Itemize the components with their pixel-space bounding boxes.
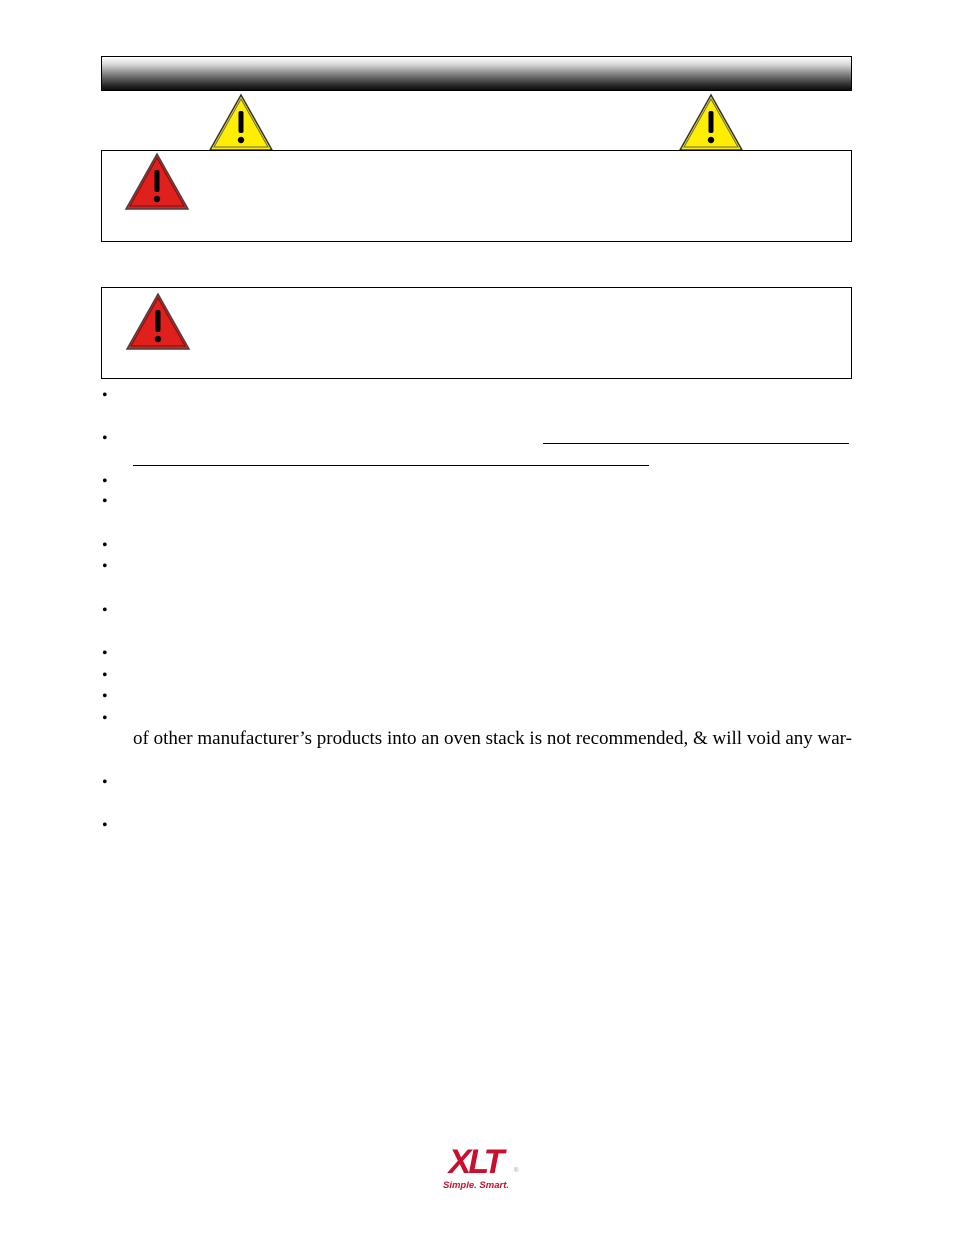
list-bullet: • [102,430,108,447]
list-bullet: • [102,537,108,554]
warning-box [101,150,852,242]
xlt-logo [422,1142,532,1192]
list-bullet: • [102,710,108,727]
list-bullet: • [102,602,108,619]
list-bullet: • [102,667,108,684]
list-bullet: • [102,774,108,791]
list-bullet: • [102,645,108,662]
svg-text:®: ® [514,1168,519,1174]
underline-rule [133,465,649,466]
body-text-line: of other manufacturer’s products into an oven stack is not recommended, & will void any war- [133,728,852,749]
warning-triangle-icon [125,292,191,351]
list-bullet: • [102,817,108,834]
caution-triangle-icon [678,93,744,151]
logo-brand-text: XLT [448,1143,502,1181]
list-bullet: • [102,493,108,510]
list-bullet: • [102,387,108,404]
section-header-bar [101,56,852,91]
list-bullet: • [102,558,108,575]
warning-box [101,287,852,379]
caution-triangle-icon [208,93,274,151]
list-bullet: • [102,688,108,705]
logo-tagline: Simple. Smart. [443,1180,509,1191]
warning-triangle-icon [124,152,190,211]
underline-rule [543,443,849,444]
list-bullet: • [102,473,108,490]
